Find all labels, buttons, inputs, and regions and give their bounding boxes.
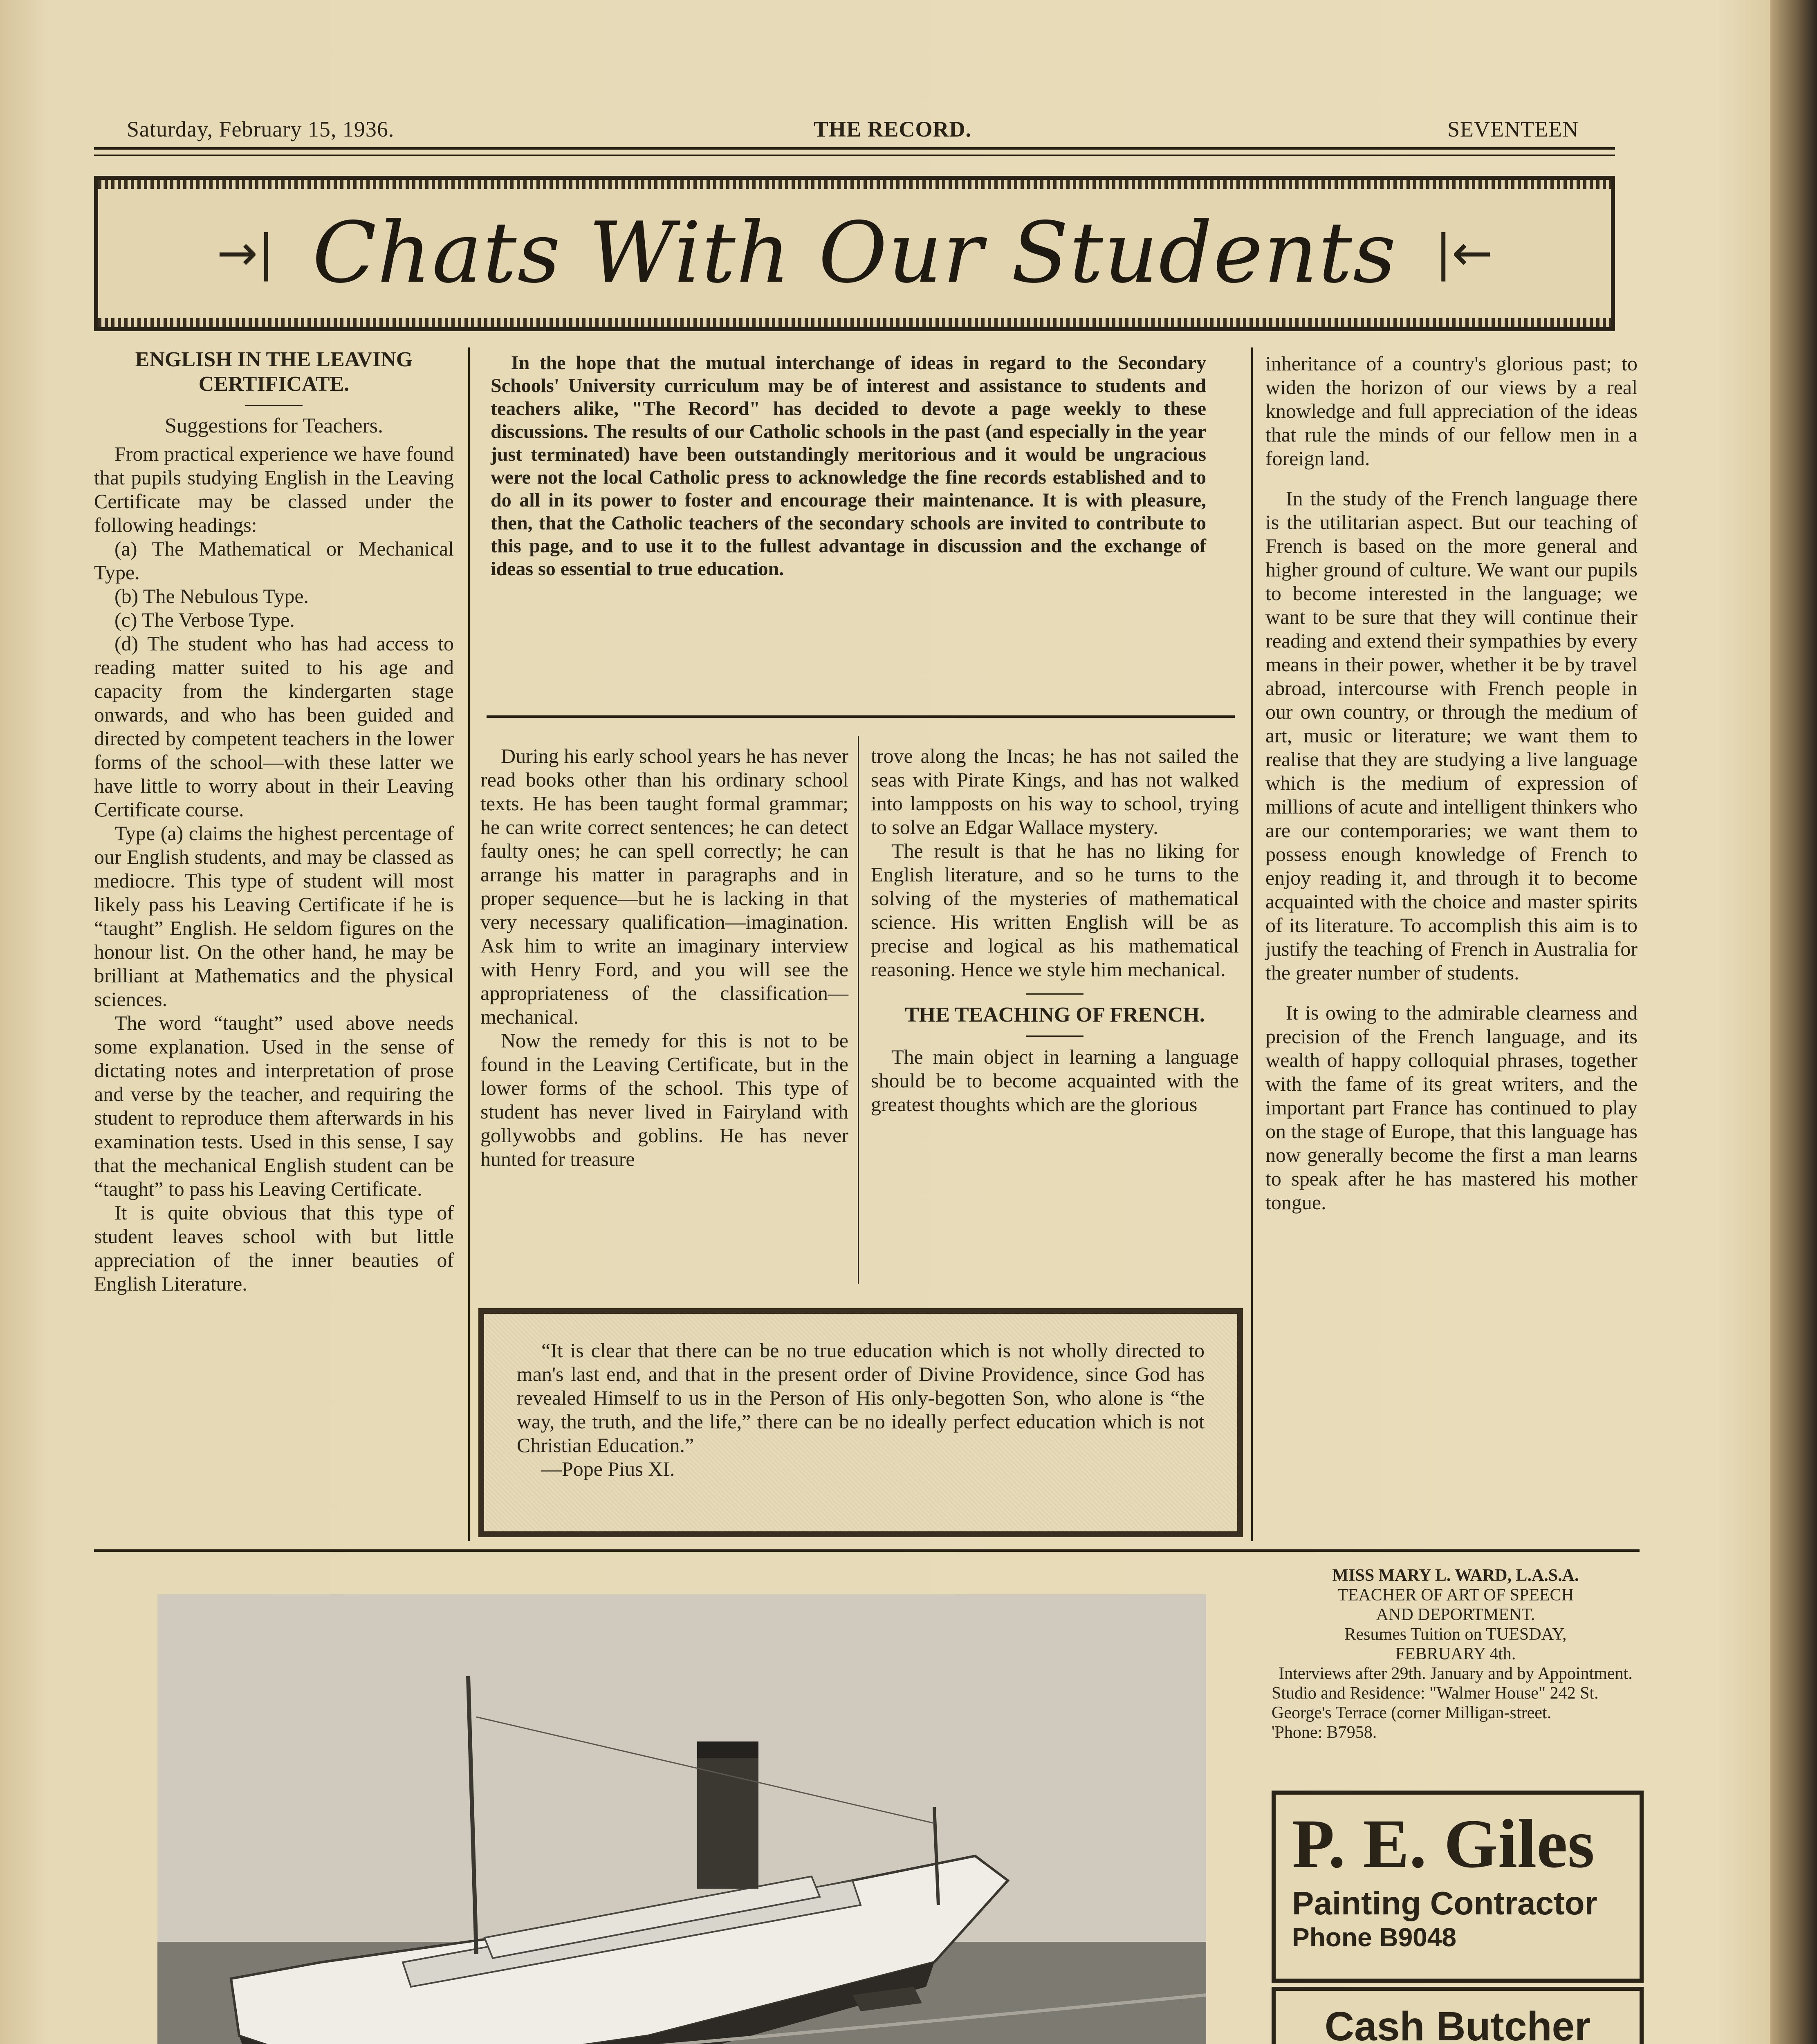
intro-rule [487, 715, 1235, 718]
page-number: SEVENTEEN [1447, 117, 1579, 141]
intro-text: In the hope that the mutual interchange of ideas in regard to the Secondary Schools' University curriculum may be of interest and assistance to students and teachers alike, "The Record" has decided to devote a page weekly to these discussions. The results of our Catholic schools in the past (and especially in the year just terminated) have been outstandingly meritorious and it would be ungracious were not the local Catholic press to acknowledge the fine records established and to do all in its power to foster and encourage their maintenance. It is with pleasure, then, that the Catholic teachers of the secondary schools are invited to contribute to this page, and to use it to the fullest advantage in discussion and the exchange of ideas so essential to true education. [491, 352, 1206, 580]
ad-line: FEBRUARY 4th. [1395, 1645, 1516, 1663]
ad-phone: Phone B9048 [1292, 1923, 1456, 1952]
orion-liner-photo [157, 1594, 1206, 2044]
ad-pe-giles [1272, 1791, 1644, 1983]
paragraph: (b) The Nebulous Type. [114, 585, 309, 607]
ad-cash-butcher [1272, 1987, 1644, 2044]
paragraph: Type (a) claims the highest percentage of our English students, and may be classed as mediocre. This type of student will most likely pass his Leaving Certificate if he is “taught” English. He seldom figures on the honour list. On the other hand, he may be brilliant at Mathematics and the physical sciences. [94, 822, 454, 1011]
paragraph: In the study of the French language there is the utilitarian aspect. But our teaching of French is based on the more general and higher ground of culture. We want our pupils to become interested in the language; we want to be sure that they will continue their reading and extend their sympathies by every means in their power, whether it be by travel abroad, intercourse with French people in our own country, or through the medium of art, music or literature; we want them to realise that they are studying a live language which is the medium of expression of millions of acute and intelligent thinkers who are our contemporaries; we want them to possess enough knowledge of French to enjoy reading it, and through it to become acquainted with the choice and master spirits of its literature. To accomplish this aim is to justify the teaching of French in Australia for the greater number of students. [1265, 487, 1638, 984]
paragraph: (a) The Mathematical or Mechanical Type. [94, 537, 454, 584]
paragraph: The result is that he has no liking for English literature, and so he turns to the solving of the mysteries of mathematical science. His written English will be as precise and logical as his mathematical reasoning. Hence we style him mechanical. [871, 839, 1239, 981]
article-french-cont [1265, 352, 1638, 1214]
article-english-cont [480, 744, 848, 1171]
paragraph: During his early school years he has never read books other than his ordinary school texts. He has been taught formal grammar; he can write correct sentences; he can detect faulty ones; he can spell correctly; he can arrange his matter in paragraphs and in proper sequence—but he is lacking in that very necessary qualification—imagination. Ask him to write an imaginary interview with Henry Ford, and you will see the appropriateness of the classification—mechanical. [480, 744, 848, 1028]
ad-name: MISS MARY L. WARD, L.A.S.A. [1332, 1566, 1579, 1585]
ad-trade: Painting Contractor [1292, 1885, 1597, 1921]
paragraph: The word “taught” used above needs some explanation. Used in the sense of dictating notes and interpretation of prose and verse by the teacher, and requiring the student to reproduce them afterwards in his examination tests. Used in this sense, I say that the mechanical English student can be “taught” to pass his Leaving Certificate. [94, 1011, 454, 1200]
column-rule [858, 736, 859, 1284]
column-rule [1251, 347, 1253, 1541]
quote-text: “It is clear that there can be no true education which is not wholly directed to man's last end, and that in the present order of Divine Providence, since God has revealed Himself to us in the Person of His only-begotten Son, who alone is “the way, the truth, and the life,” there can be no ideally perfect education which is not Christian Education.” [517, 1339, 1205, 1457]
paragraph: inheritance of a country's glorious past; to widen the horizon of our views by a real knowledge and full appreciation of the ideas that rule the minds of our fellow men in a foreign land. [1265, 352, 1638, 470]
issue-date: Saturday, February 15, 1936. [127, 117, 395, 141]
article-subheading: Suggestions for Teachers. [164, 414, 384, 437]
ad-line: Resumes Tuition on TUESDAY, [1344, 1625, 1567, 1644]
paragraph: Now the remedy for this is not to be found in the Leaving Certificate, but in the lower forms of the school. This type of student has never lived in Fairyland with gollywobbs and goblins. He has never hunted for treasure [480, 1029, 848, 1170]
divider [1026, 993, 1083, 995]
header-rule-thin [94, 155, 1615, 156]
papal-quote-box [478, 1308, 1243, 1537]
paragraph: trove along the Incas; he has not sailed the seas with Pirate Kings, and has not walked into lampposts on his way to school, trying to solve an Edgar Wallace mystery. [871, 744, 1239, 838]
paragraph: (d) The student who has had access to reading matter suited to his age and capacity from the kindergarten stage onwards, and who has been guided and directed by competent teachers in the lower forms of the school—with these latter we have little to worry about in their Leaving Certificate course. [94, 632, 454, 821]
quote-attribution: —Pope Pius XI. [541, 1457, 675, 1480]
header-rule [94, 147, 1615, 150]
paragraph: The main object in learning a language should be to become acquainted with the greatest thoughts which are the glorious [871, 1045, 1239, 1116]
article-heading: ENGLISH IN THE LEAVING CERTIFICATE. [135, 348, 413, 396]
page-edge [1770, 0, 1817, 2044]
ad-mary-ward [1272, 1566, 1640, 1742]
arrow-right-icon: →| [217, 225, 274, 282]
ad-line: TEACHER OF ART OF SPEECH [1337, 1586, 1574, 1605]
section-rule [94, 1549, 1640, 1552]
divider [245, 405, 303, 406]
divider [1026, 1035, 1083, 1037]
ad-line: AND DEPORTMENT. [1376, 1605, 1535, 1624]
article-english [94, 347, 454, 1295]
article-english-end [871, 744, 1239, 1116]
ad-phone: 'Phone: B7958. [1272, 1723, 1377, 1742]
banner-border-bottom [98, 318, 1611, 327]
paragraph: It is quite obvious that this type of student leaves school with but little appreciation of the inner beauties of English Literature. [94, 1201, 454, 1295]
column-rule [468, 347, 470, 1541]
ship-illustration [157, 1594, 1206, 2044]
ad-title: Cash Butcher [1324, 2004, 1591, 2044]
paragraph: From practical experience we have found that pupils studying English in the Leaving Certificate may be classed under the following headings: [94, 442, 454, 536]
paragraph: It is owing to the admirable clearness and precision of the French language, and its wealth of happy colloquial phrases, together with the fame of its great writers, and the important part France has continued to play on the stage of Europe, that this language has now generally become the first a man learns to speak after he has mastered his mother tongue. [1265, 1001, 1638, 1214]
banner-border-top [98, 180, 1611, 189]
french-heading: THE TEACHING OF FRENCH. [905, 1003, 1205, 1026]
ad-name: P. E. Giles [1292, 1805, 1595, 1882]
arrow-left-icon: |← [1435, 225, 1493, 282]
section-banner [94, 176, 1615, 331]
paragraph: (c) The Verbose Type. [114, 608, 295, 631]
banner-title: Chats With Our Students [312, 204, 1397, 302]
intro-notice [491, 352, 1206, 580]
ad-line: Interviews after 29th. January and by Appointment. [1279, 1664, 1633, 1683]
paper-name: THE RECORD. [814, 117, 972, 141]
ad-line: Studio and Residence: "Walmer House" 242 St. George's Terrace (corner Milligan-street. [1272, 1684, 1599, 1722]
